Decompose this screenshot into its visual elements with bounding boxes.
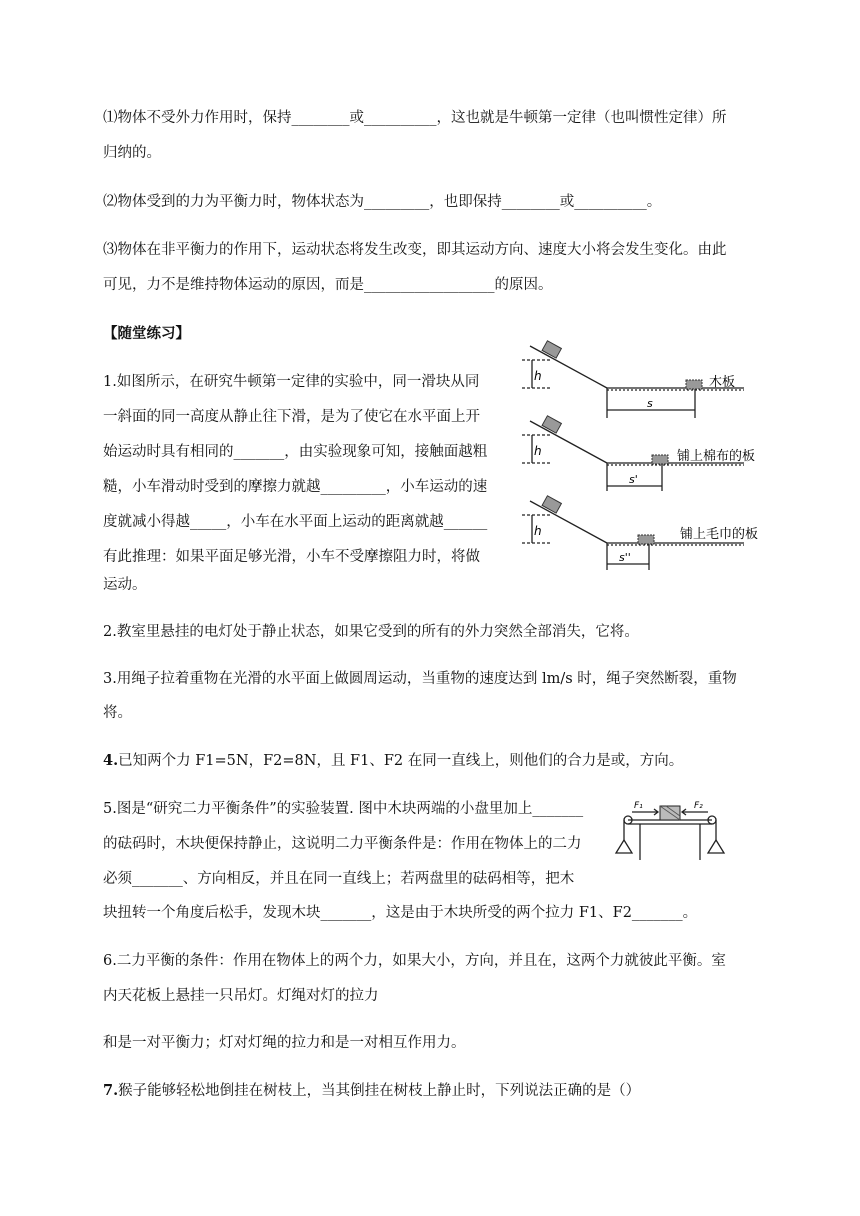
q1-line7: 运动。 [103,577,147,593]
q4-text: 已知两个力 F1=5N，F2=8N，且 F1、F2 在同一直线上，则他们的合力是或，方向。 [118,753,684,769]
q6-line1: 6.二力平衡的条件：作用在物体上的两个力，如果大小，方向，并且在，这两个力就彼此平衡。室 [103,953,726,969]
q3-line1: 3.用绳子拉着重物在光滑的水平面上做圆周运动，当重物的速度达到 lm/s 时，绳子突然断裂，重物 [103,671,737,687]
inclined-plane-figure [512,338,762,578]
q1-line1: 1.如图所示，在研究牛顿第一定律的实验中，同一滑块从同 [103,374,480,390]
balance-apparatus-figure [610,798,730,868]
force-f2-label: F₂ [694,801,703,811]
label-wood-board: 木板 [709,375,736,390]
q5-line1: 5.图是“研究二力平衡条件”的实验装置. 图中木块两端的小盘里加上_______ [103,801,584,817]
label-cotton-board: 铺上棉布的板 [677,449,756,464]
force-f1-label: F₁ [634,801,643,811]
p2-line1: ⑵物体受到的力为平衡力时，物体状态为_________，也即保持________或__________。 [103,194,662,210]
h-label-1: h [534,369,542,383]
section-heading: 【随堂练习】 [103,325,190,342]
dist-s1: s' [629,473,638,486]
q1-line3: 始运动时具有相同的_______，由实验现象可知，接触面越粗 [103,444,488,460]
q6-line2: 内天花板上悬挂一只吊灯。灯绳对灯的拉力 [103,988,379,1004]
q1-line5: 度就减小得越_____，小车在水平面上运动的距离就越______ [103,514,488,530]
q5-line4: 块扭转一个角度后松手，发现木块_______，这是由于木块所受的两个拉力 F1、F2_______。 [103,905,698,921]
q2-line1: 2.教室里悬挂的电灯处于静止状态，如果它受到的所有的外力突然全部消失，它将。 [103,624,639,640]
q1-line2: 一斜面的同一高度从静止往下滑，是为了使它在水平面上开 [103,409,480,425]
q4-number: 4. [103,752,119,769]
q6-line3: 和是一对平衡力；灯对灯绳的拉力和是一对相互作用力。 [103,1035,466,1051]
q7-line1 [103,1081,640,1101]
p1-line1: ⑴物体不受外力作用时，保持________或__________，这也就是牛顿第一定律（也叫惯性定律）所 [103,110,727,126]
q1-line4: 糙，小车滑动时受到的摩擦力就越_________，小车运动的速 [103,479,488,495]
label-towel-board: 铺上毛巾的板 [680,527,759,542]
h-label-2: h [534,444,542,458]
p1-line2: 归纳的。 [103,145,161,161]
q5-line3: 必须_______、方向相反，并且在同一直线上；若两盘里的砝码相等，把木 [103,871,575,887]
q5-line2: 的砝码时，木块便保持静止，这说明二力平衡条件是：作用在物体上的二力 [103,836,582,852]
p3-line1: ⑶物体在非平衡力的作用下，运动状态将发生改变，即其运动方向、速度大小将会发生变化。由此 [103,242,727,258]
q7-text: 猴子能够轻松地倒挂在树枝上，当其倒挂在树枝上静止时，下列说法正确的是（） [118,1083,641,1099]
q7-number: 7. [103,1082,119,1099]
h-label-3: h [534,524,542,538]
dist-s2: s'' [619,551,631,564]
p3-line2: 可见，力不是维持物体运动的原因，而是__________________的原因。 [103,277,553,293]
dist-s: s [647,397,653,410]
q4-line1 [103,751,683,771]
q3-line2: 将。 [103,705,132,721]
q1-line6: 有此推理：如果平面足够光滑，小车不受摩擦阻力时，将做 [103,549,480,565]
